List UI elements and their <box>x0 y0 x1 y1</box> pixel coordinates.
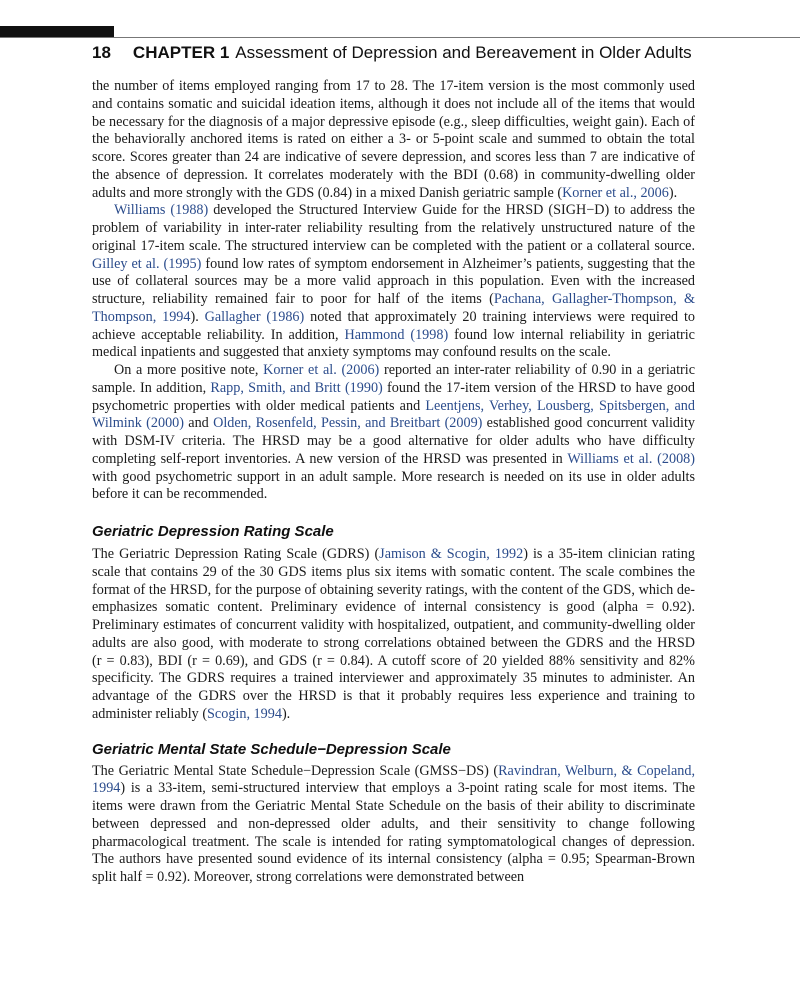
text-run: ) is a 35-item clinician rating scale that contains 29 of the 30 GDS items plus six items with somatic content. The scale combines the format of the HRSD, for the purpose of obtaining severity ratings, with the content of the GDS, which de-emphasizes somatic content. Preliminary evidence of internal consistency is good (alpha = 0.92). Preliminary estimates of concurrent validity with hospitalized, outpatient, and community-dwelling older adults are also good, with moderate to strong correlations obtained between the GDRS and the HRSD (r = 0.83), BDI (r = 0.69), and GDS (r = 0.84). A cutoff score of 20 yielded 88% sensitivity and 82% specificity. The GDRS requires a trained interviewer and approximately 35 minutes to administer. An advantage of the GDRS over the HRSD is that it probably requires less experience and training to administer reliably ( <box>92 546 695 722</box>
citation-link[interactable]: Hammond (1998) <box>344 326 449 343</box>
text-run: noted that approximately 20 training interviews were required to achieve acceptable reliability. In addition, <box>92 308 695 343</box>
text-run: with good psychometric support in an adult sample. More research is needed on its use in older adults before it can be recommended. <box>92 468 695 503</box>
text-run: found the 17-item version of the HRSD to have good psychometric properties with older medical patients and <box>92 379 695 414</box>
text-run: The Geriatric Depression Rating Scale (GDRS) ( <box>92 546 380 562</box>
citation-link[interactable]: Korner et al. (2006) <box>263 362 380 378</box>
text-run: On a more positive note, <box>114 362 264 378</box>
citation-link[interactable]: Williams (1988) <box>114 202 209 219</box>
text-run: the number of items employed ranging from 17 to 28. The 17-item version is the most commonly used and contains somatic and suicidal ideation items, although it does not include all of the items that would be necessary for the diagnosis of a major depressive episode (e.g., sleep difficulties, weight gain). Each of the behaviorally anchored items is rated on either a 3- or 5-point scale and summed to obtain the total score. Scores greater than 24 are indicative of severe depression, and scores less than 7 are indicative of the absence of depression. It correlates moderately with the BDI (0.68) in community-dwelling older adults and more strongly with the GDS (0.84) in a mixed Danish geriatric sample ( <box>92 78 695 201</box>
text-run: ). <box>190 308 205 325</box>
citation-link[interactable]: Jamison & Scogin, 1992 <box>379 546 524 562</box>
paragraph-2 <box>92 202 695 362</box>
citation-link[interactable]: Olden, Rosenfeld, Pessin, and Breitbart (2009) <box>213 415 483 432</box>
chapter-title: Assessment of Depression and Bereavement in Older Adults <box>235 43 692 62</box>
citation-link[interactable]: Rapp, Smith, and Britt (1990) <box>210 379 383 396</box>
text-run: developed the Structured Interview Guide for the HRSD (SIGH−D) to address the problem of variability in inter-rater reliability resulting from the relatively unstructured nature of the original 17-item scale. The structured interview can be completed with the patient or a collateral source. <box>92 202 695 254</box>
text-run: reported an inter-rater reliability of 0.90 in a geriatric sample. In addition, <box>92 362 696 396</box>
text-run: The Geriatric Mental State Schedule−Depression Scale (GMSS−DS) ( <box>92 762 499 779</box>
page-number: 18 <box>92 43 111 62</box>
citation-link[interactable]: Leentjens, Verhey, Lousberg, Spitsbergen, and Wilmink (2000) <box>92 397 695 432</box>
paragraph-1 <box>92 78 695 202</box>
citation-link[interactable]: Williams et al. (2008) <box>567 450 695 467</box>
text-run: found low rates of symptom endorsement in Alzheimer’s patients, suggesting that the use of collateral sources may be a more valid approach in this population. Even with the increased structure, reliability remained fair to poor for half of the items ( <box>92 255 695 307</box>
body-text <box>92 78 695 887</box>
text-run: ). <box>281 705 291 722</box>
paragraph-3 <box>92 362 695 504</box>
text-run: ). <box>668 184 678 201</box>
citation-link[interactable]: Gallagher (1986) <box>204 308 305 325</box>
section-heading-gdrs: Geriatric Depression Rating Scale <box>92 523 334 540</box>
running-header <box>92 43 692 63</box>
text-run: established good concurrent validity with DSM-IV criteria. The HRSD may be a good alternative for older adults who have difficulty completing self-report inventories. A new version of the HRSD was presented in <box>92 415 695 467</box>
text-run: ) is a 33-item, semi-structured interview that employs a 3-point rating scale for most items. The items were drawn from the Geriatric Mental State Schedule on the basis of their ability to discriminate between depressed and non-depressed older adults, and their sensitivity to change following pharmacological treatment. The scale is intended for rating symptomatological changes of depression. The authors have presented sound evidence of its internal consistency (alpha = 0.95; Spearman-Brown split half = 0.92). Moreover, strong correlations were demonstrated between <box>92 780 695 885</box>
chapter-label: CHAPTER 1 <box>132 43 230 62</box>
header-rule <box>0 37 800 38</box>
section-heading-gmss: Geriatric Mental State Schedule−Depression Scale <box>92 740 451 758</box>
paragraph-5 <box>92 763 695 887</box>
citation-link[interactable]: Pachana, Gallagher-Thompson, & Thompson, 1994 <box>92 291 695 325</box>
text-run: found low internal reliability in geriatric medical inpatients and suggested that anxiety symptoms may confound results on the scale. <box>92 326 695 361</box>
citation-link[interactable]: Gilley et al. (1995) <box>92 255 202 272</box>
citation-link[interactable]: Korner et al., 2006 <box>562 184 669 201</box>
text-run: and <box>184 415 214 432</box>
paragraph-4 <box>92 546 695 724</box>
citation-link[interactable]: Scogin, 1994 <box>207 705 282 722</box>
citation-link[interactable]: Ravindran, Welburn, & Copeland, 1994 <box>92 762 696 797</box>
